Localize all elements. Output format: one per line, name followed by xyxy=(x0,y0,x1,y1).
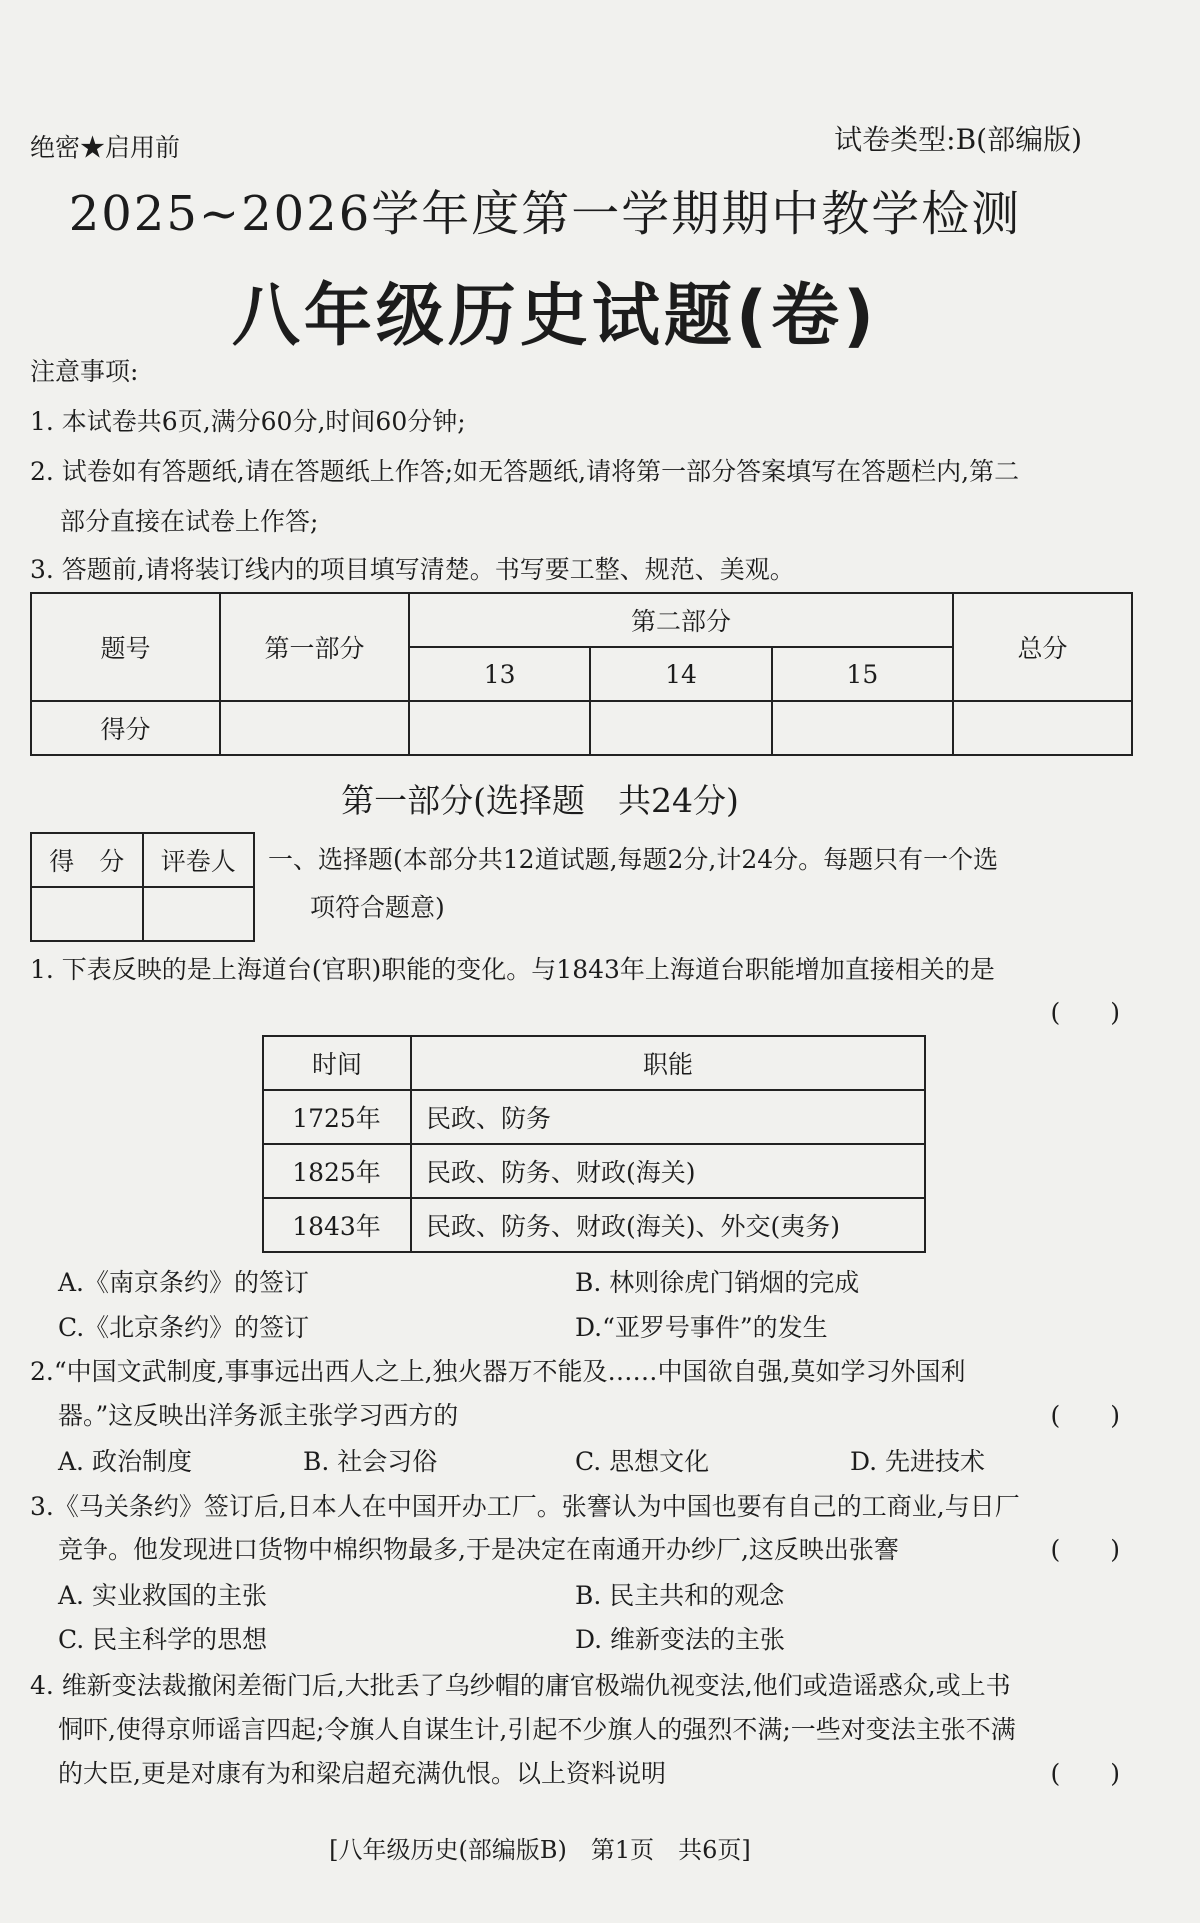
duty-text: 民政、防务、财政(海关) xyxy=(411,1144,925,1198)
confidential-label: 绝密★启用前 xyxy=(30,133,181,162)
note-item-2-cont: 部分直接在试卷上作答; xyxy=(60,507,319,536)
section-title-cont: 项符合题意) xyxy=(310,893,445,922)
duty-year: 1825年 xyxy=(263,1144,411,1198)
score-table-q15: 15 xyxy=(772,647,953,701)
duty-year: 1725年 xyxy=(263,1090,411,1144)
duty-table-header-duty: 职能 xyxy=(411,1036,925,1090)
note-item-1: 1. 本试卷共6页,满分60分,时间60分钟; xyxy=(30,407,466,436)
q1-option-a[interactable]: A.《南京条约》的签订 xyxy=(58,1268,310,1297)
page-footer: [八年级历史(部编版B) 第1页 共6页] xyxy=(329,1836,751,1864)
q2-option-c[interactable]: C. 思想文化 xyxy=(575,1447,710,1476)
main-title: 八年级历史试题(卷) xyxy=(231,277,879,356)
question-1-answer-paren[interactable]: ( ) xyxy=(1050,998,1120,1027)
question-4-stem-cont: 恫吓,使得京师谣言四起;令旗人自谋生计,引起不少旗人的强烈不满;一些对变法主张不满 xyxy=(58,1715,1016,1744)
question-2-stem: 2.“中国文武制度,事事远出西人之上,独火器万不能及……中国欲自强,莫如学习外国利 xyxy=(30,1357,966,1386)
score-table-part1: 第一部分 xyxy=(220,593,409,701)
q3-option-b[interactable]: B. 民主共和的观念 xyxy=(575,1581,785,1610)
grader-box xyxy=(30,832,255,942)
table-row xyxy=(263,1144,925,1198)
duty-text: 民政、防务 xyxy=(411,1090,925,1144)
q3-option-c[interactable]: C. 民主科学的思想 xyxy=(58,1625,268,1654)
question-4-stem: 4. 维新变法裁撤闲差衙门后,大批丢了乌纱帽的庸官极端仇视变法,他们或造谣惑众,或上书 xyxy=(30,1671,1011,1700)
duty-text: 民政、防务、财政(海关)、外交(夷务) xyxy=(411,1198,925,1252)
q3-option-a[interactable]: A. 实业救国的主张 xyxy=(58,1581,267,1610)
q1-option-b[interactable]: B. 林则徐虎门销烟的完成 xyxy=(575,1268,860,1297)
score-table-q14: 14 xyxy=(590,647,771,701)
question-4-answer-paren[interactable]: ( ) xyxy=(1050,1759,1120,1788)
grader-box-score-cell[interactable] xyxy=(31,887,143,941)
score-table-total: 总分 xyxy=(953,593,1132,701)
q2-option-d[interactable]: D. 先进技术 xyxy=(850,1447,986,1476)
note-item-2: 2. 试卷如有答题纸,请在答题纸上作答;如无答题纸,请将第一部分答案填写在答题栏内,第二 xyxy=(30,457,1020,486)
question-3-stem: 3.《马关条约》签订后,日本人在中国开办工厂。张謇认为中国也要有自己的工商业,与日厂 xyxy=(30,1492,1020,1521)
score-cell-part1[interactable] xyxy=(220,701,409,755)
q3-option-d[interactable]: D. 维新变法的主张 xyxy=(575,1625,786,1654)
grader-box-grader-cell[interactable] xyxy=(143,887,255,941)
table-row xyxy=(263,1198,925,1252)
question-2-stem-cont: 器。”这反映出洋务派主张学习西方的 xyxy=(58,1401,459,1430)
score-cell-total[interactable] xyxy=(953,701,1132,755)
section-title: 一、选择题(本部分共12道试题,每题2分,计24分。每题只有一个选 xyxy=(268,845,999,874)
grader-box-score-label: 得 分 xyxy=(31,833,143,887)
part-one-title: 第一部分(选择题 共24分) xyxy=(341,781,739,820)
score-cell-q13[interactable] xyxy=(409,701,590,755)
score-table-part2: 第二部分 xyxy=(409,593,953,647)
q2-option-b[interactable]: B. 社会习俗 xyxy=(303,1447,438,1476)
notes-heading: 注意事项: xyxy=(30,357,139,386)
duty-year: 1843年 xyxy=(263,1198,411,1252)
duty-table-header-time: 时间 xyxy=(263,1036,411,1090)
score-table-label-score: 得分 xyxy=(31,701,220,755)
question-1-stem: 1. 下表反映的是上海道台(官职)职能的变化。与1843年上海道台职能增加直接相关的是 xyxy=(30,955,995,984)
note-item-3: 3. 答题前,请将装订线内的项目填写清楚。书写要工整、规范、美观。 xyxy=(30,555,795,584)
score-cell-q14[interactable] xyxy=(590,701,771,755)
question-3-stem-cont: 竞争。他发现进口货物中棉织物最多,于是决定在南通开办纱厂,这反映出张謇 xyxy=(58,1535,899,1564)
score-cell-q15[interactable] xyxy=(772,701,953,755)
q1-option-c[interactable]: C.《北京条约》的签订 xyxy=(58,1313,310,1342)
paper-type-label: 试卷类型:B(部编版) xyxy=(834,123,1082,156)
table-row xyxy=(263,1090,925,1144)
score-table-label-question: 题号 xyxy=(31,593,220,701)
exam-title: 2025~2026学年度第一学期期中教学检测 xyxy=(68,186,1022,242)
question-4-stem-cont2: 的大臣,更是对康有为和梁启超充满仇恨。以上资料说明 xyxy=(58,1759,666,1788)
question-3-answer-paren[interactable]: ( ) xyxy=(1050,1535,1120,1564)
q1-option-d[interactable]: D.“亚罗号事件”的发生 xyxy=(575,1313,828,1342)
question-2-answer-paren[interactable]: ( ) xyxy=(1050,1401,1120,1430)
q2-option-a[interactable]: A. 政治制度 xyxy=(58,1447,192,1476)
score-table xyxy=(30,592,1133,756)
grader-box-grader-label: 评卷人 xyxy=(143,833,255,887)
duty-table xyxy=(262,1035,926,1253)
score-table-q13: 13 xyxy=(409,647,590,701)
